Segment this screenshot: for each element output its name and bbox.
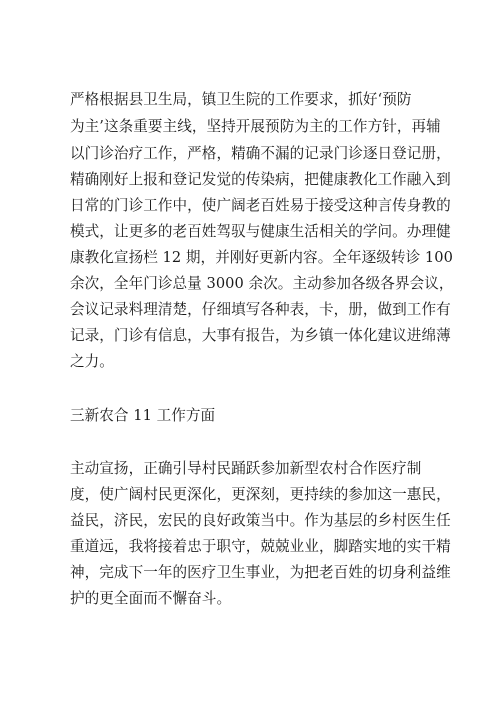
paragraph-1-line: 以门诊治疗工作，严格，精确不漏的记录门诊逐日登记册， — [70, 145, 451, 162]
paragraph-1-line: 为主’这条重要主线，坚持开展预防为主的工作方针，再辅 — [70, 118, 441, 135]
paragraph-2-line: 主动宣扬，正确引导村民踊跃参加新型农村合作医疗制 — [70, 460, 422, 477]
section-heading: 三新农合 11 工作方面 — [70, 407, 216, 424]
paragraph-1-line: 严格根据县卫生局，镇卫生院的工作要求，抓好‘预防 — [70, 91, 412, 108]
paragraph-1-line: 会议记录料理清楚，仔细填写各种表，卡，册，做到工作有 — [70, 301, 451, 318]
paragraph-2-line: 重道远，我将接着忠于职守，兢兢业业，脚踏实地的实干精 — [70, 538, 451, 555]
paragraph-2-line: 益民，济民，宏民的良好政策当中。作为基层的乡村医生任 — [70, 512, 451, 529]
paragraph-2-line: 度，使广阔村民更深化，更深刻，更持续的参加这一惠民， — [70, 486, 451, 503]
paragraph-1-line: 余次，全年门诊总量 3000 余次。主动参加各级各界会议， — [70, 275, 454, 292]
paragraph-2-line: 神，完成下一年的医疗卫生事业，为把老百姓的切身利益维 — [70, 564, 451, 581]
paragraph-1-line: 日常的门诊工作中，使广阔老百姓易于接受这种言传身教的 — [70, 197, 451, 214]
paragraph-1-line: 精确刚好上报和登记发觉的传染病，把健康教化工作融入到 — [70, 171, 451, 188]
paragraph-1-line: 记录，门诊有信息，大事有报告，为乡镇一体化建议进绵薄 — [70, 327, 451, 344]
paragraph-2-line: 护的更全面而不懈奋斗。 — [70, 590, 232, 607]
paragraph-1-line: 模式，让更多的老百姓驾驭与健康生活相关的学问。办理健 — [70, 223, 451, 240]
paragraph-1-line: 康教化宣扬栏 12 期，并刚好更新内容。全年逐级转诊 100 — [70, 249, 453, 266]
paragraph-1-line: 之力。 — [70, 353, 114, 370]
